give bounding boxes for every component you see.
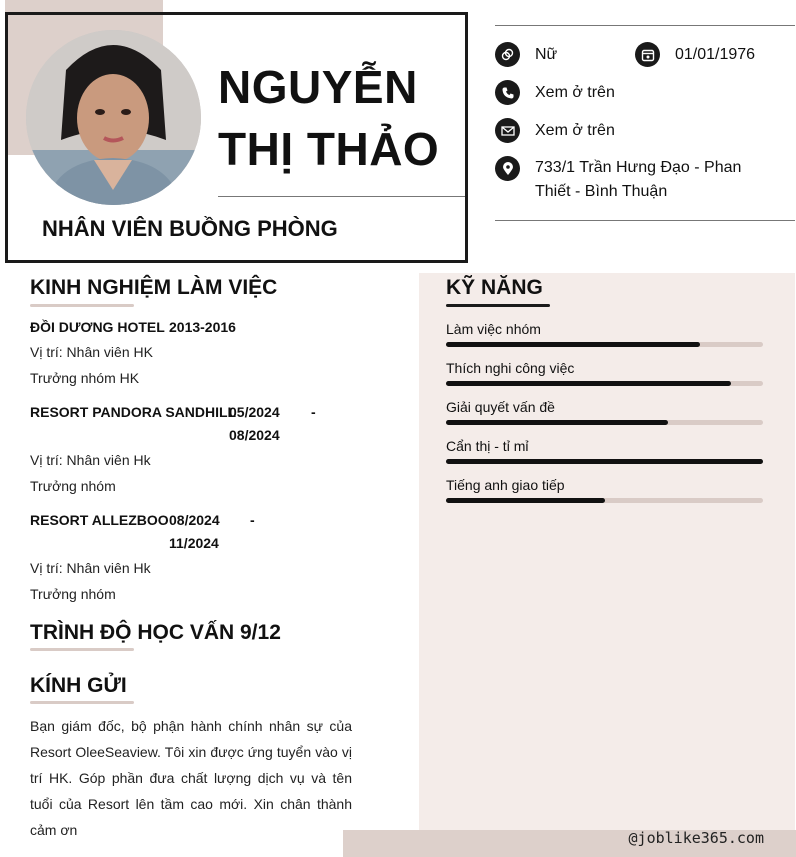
exp-2-company: RESORT PANDORA SANDHILL — [30, 404, 237, 420]
exp-1-company: ĐỒI DƯƠNG HOTEL — [30, 319, 165, 335]
skill-4-fill — [446, 459, 763, 464]
skill-2-label: Thích nghi công việc — [446, 360, 575, 376]
contact-gender — [495, 42, 557, 67]
exp-2-date-start: 05/2024 — [229, 404, 280, 420]
exp-3-company: RESORT ALLEZBOO — [30, 512, 169, 528]
contact-address — [495, 156, 741, 204]
skill-5-track — [446, 498, 763, 503]
skill-2-track — [446, 381, 763, 386]
letter-title: KÍNH GỬI — [30, 674, 127, 697]
skill-1-track — [446, 342, 763, 347]
gender-text: Nữ — [535, 45, 558, 63]
email-text: Xem ở trên — [535, 121, 615, 139]
contact-birthday — [635, 42, 755, 67]
exp-2-date-end: 08/2024 — [229, 427, 280, 443]
skill-4-track — [446, 459, 763, 464]
skill-3-label: Giải quyết vấn đề — [446, 399, 555, 415]
skills-panel — [419, 273, 795, 830]
exp-3-role: Trưởng nhóm — [30, 586, 116, 602]
name-line-1: NGUYỄN — [218, 61, 418, 113]
exp-1-position: Vị trí: Nhân viên HK — [30, 344, 153, 360]
exp-2-role: Trưởng nhóm — [30, 478, 116, 494]
address-line-2: Thiết - Bình Thuận — [535, 183, 668, 200]
birthday-text: 01/01/1976 — [675, 45, 756, 63]
letter-body: Bạn giám đốc, bộ phận hành chính nhân sự của Resort OleeSeaview. Tôi xin được ứng tuyển vào vị trí HK. Góp phần đưa chất lượng dịch vụ và tên tuổi của Resort lên tầm cao mới. Xin chân thành cảm ơn — [30, 718, 352, 838]
exp-1-role: Trưởng nhóm HK — [30, 370, 140, 386]
calendar-icon — [635, 42, 660, 67]
contact-info — [495, 25, 795, 221]
gender-icon — [495, 42, 520, 67]
avatar — [26, 30, 201, 205]
skill-2-fill — [446, 381, 731, 386]
skill-3-fill — [446, 420, 668, 425]
address-line-1: 733/1 Trần Hưng Đạo - Phan — [535, 159, 742, 176]
skill-1-fill — [446, 342, 700, 347]
education-underline — [30, 648, 134, 651]
footer-watermark: @joblike365.com — [628, 829, 764, 847]
exp-3-date-start: 08/2024 — [169, 512, 220, 528]
avatar-illustration — [26, 30, 201, 205]
skill-4-label: Cẩn thị - tỉ mỉ — [446, 438, 529, 454]
exp-3-date-dash: - — [250, 512, 255, 528]
exp-2-date-dash: - — [311, 404, 316, 420]
location-pin-icon — [495, 156, 520, 181]
mail-icon — [495, 118, 520, 143]
contact-phone — [495, 80, 615, 105]
skill-5-label: Tiếng anh giao tiếp — [446, 477, 565, 493]
exp-3-date-end: 11/2024 — [169, 535, 219, 551]
experience-underline — [30, 304, 134, 307]
skill-3-track — [446, 420, 763, 425]
education-title: TRÌNH ĐỘ HỌC VẤN 9/12 — [30, 621, 281, 644]
candidate-name — [218, 56, 463, 180]
skill-5-fill — [446, 498, 605, 503]
skill-1-label: Làm việc nhóm — [446, 321, 541, 337]
address-text — [535, 156, 741, 204]
phone-text: Xem ở trên — [535, 83, 615, 101]
name-divider — [218, 196, 465, 197]
contact-email — [495, 118, 615, 143]
experience-title: KINH NGHIỆM LÀM VIỆC — [30, 276, 278, 299]
exp-1-date: 2013-2016 — [169, 319, 236, 335]
exp-2-position: Vị trí: Nhân viên Hk — [30, 452, 151, 468]
letter-underline — [30, 701, 134, 704]
name-line-2: THỊ THẢO — [218, 123, 440, 175]
exp-3-position: Vị trí: Nhân viên Hk — [30, 560, 151, 576]
skills-title: KỸ NĂNG — [446, 276, 543, 299]
skills-underline — [446, 304, 550, 307]
job-title: NHÂN VIÊN BUỒNG PHÒNG — [42, 216, 338, 241]
phone-icon — [495, 80, 520, 105]
